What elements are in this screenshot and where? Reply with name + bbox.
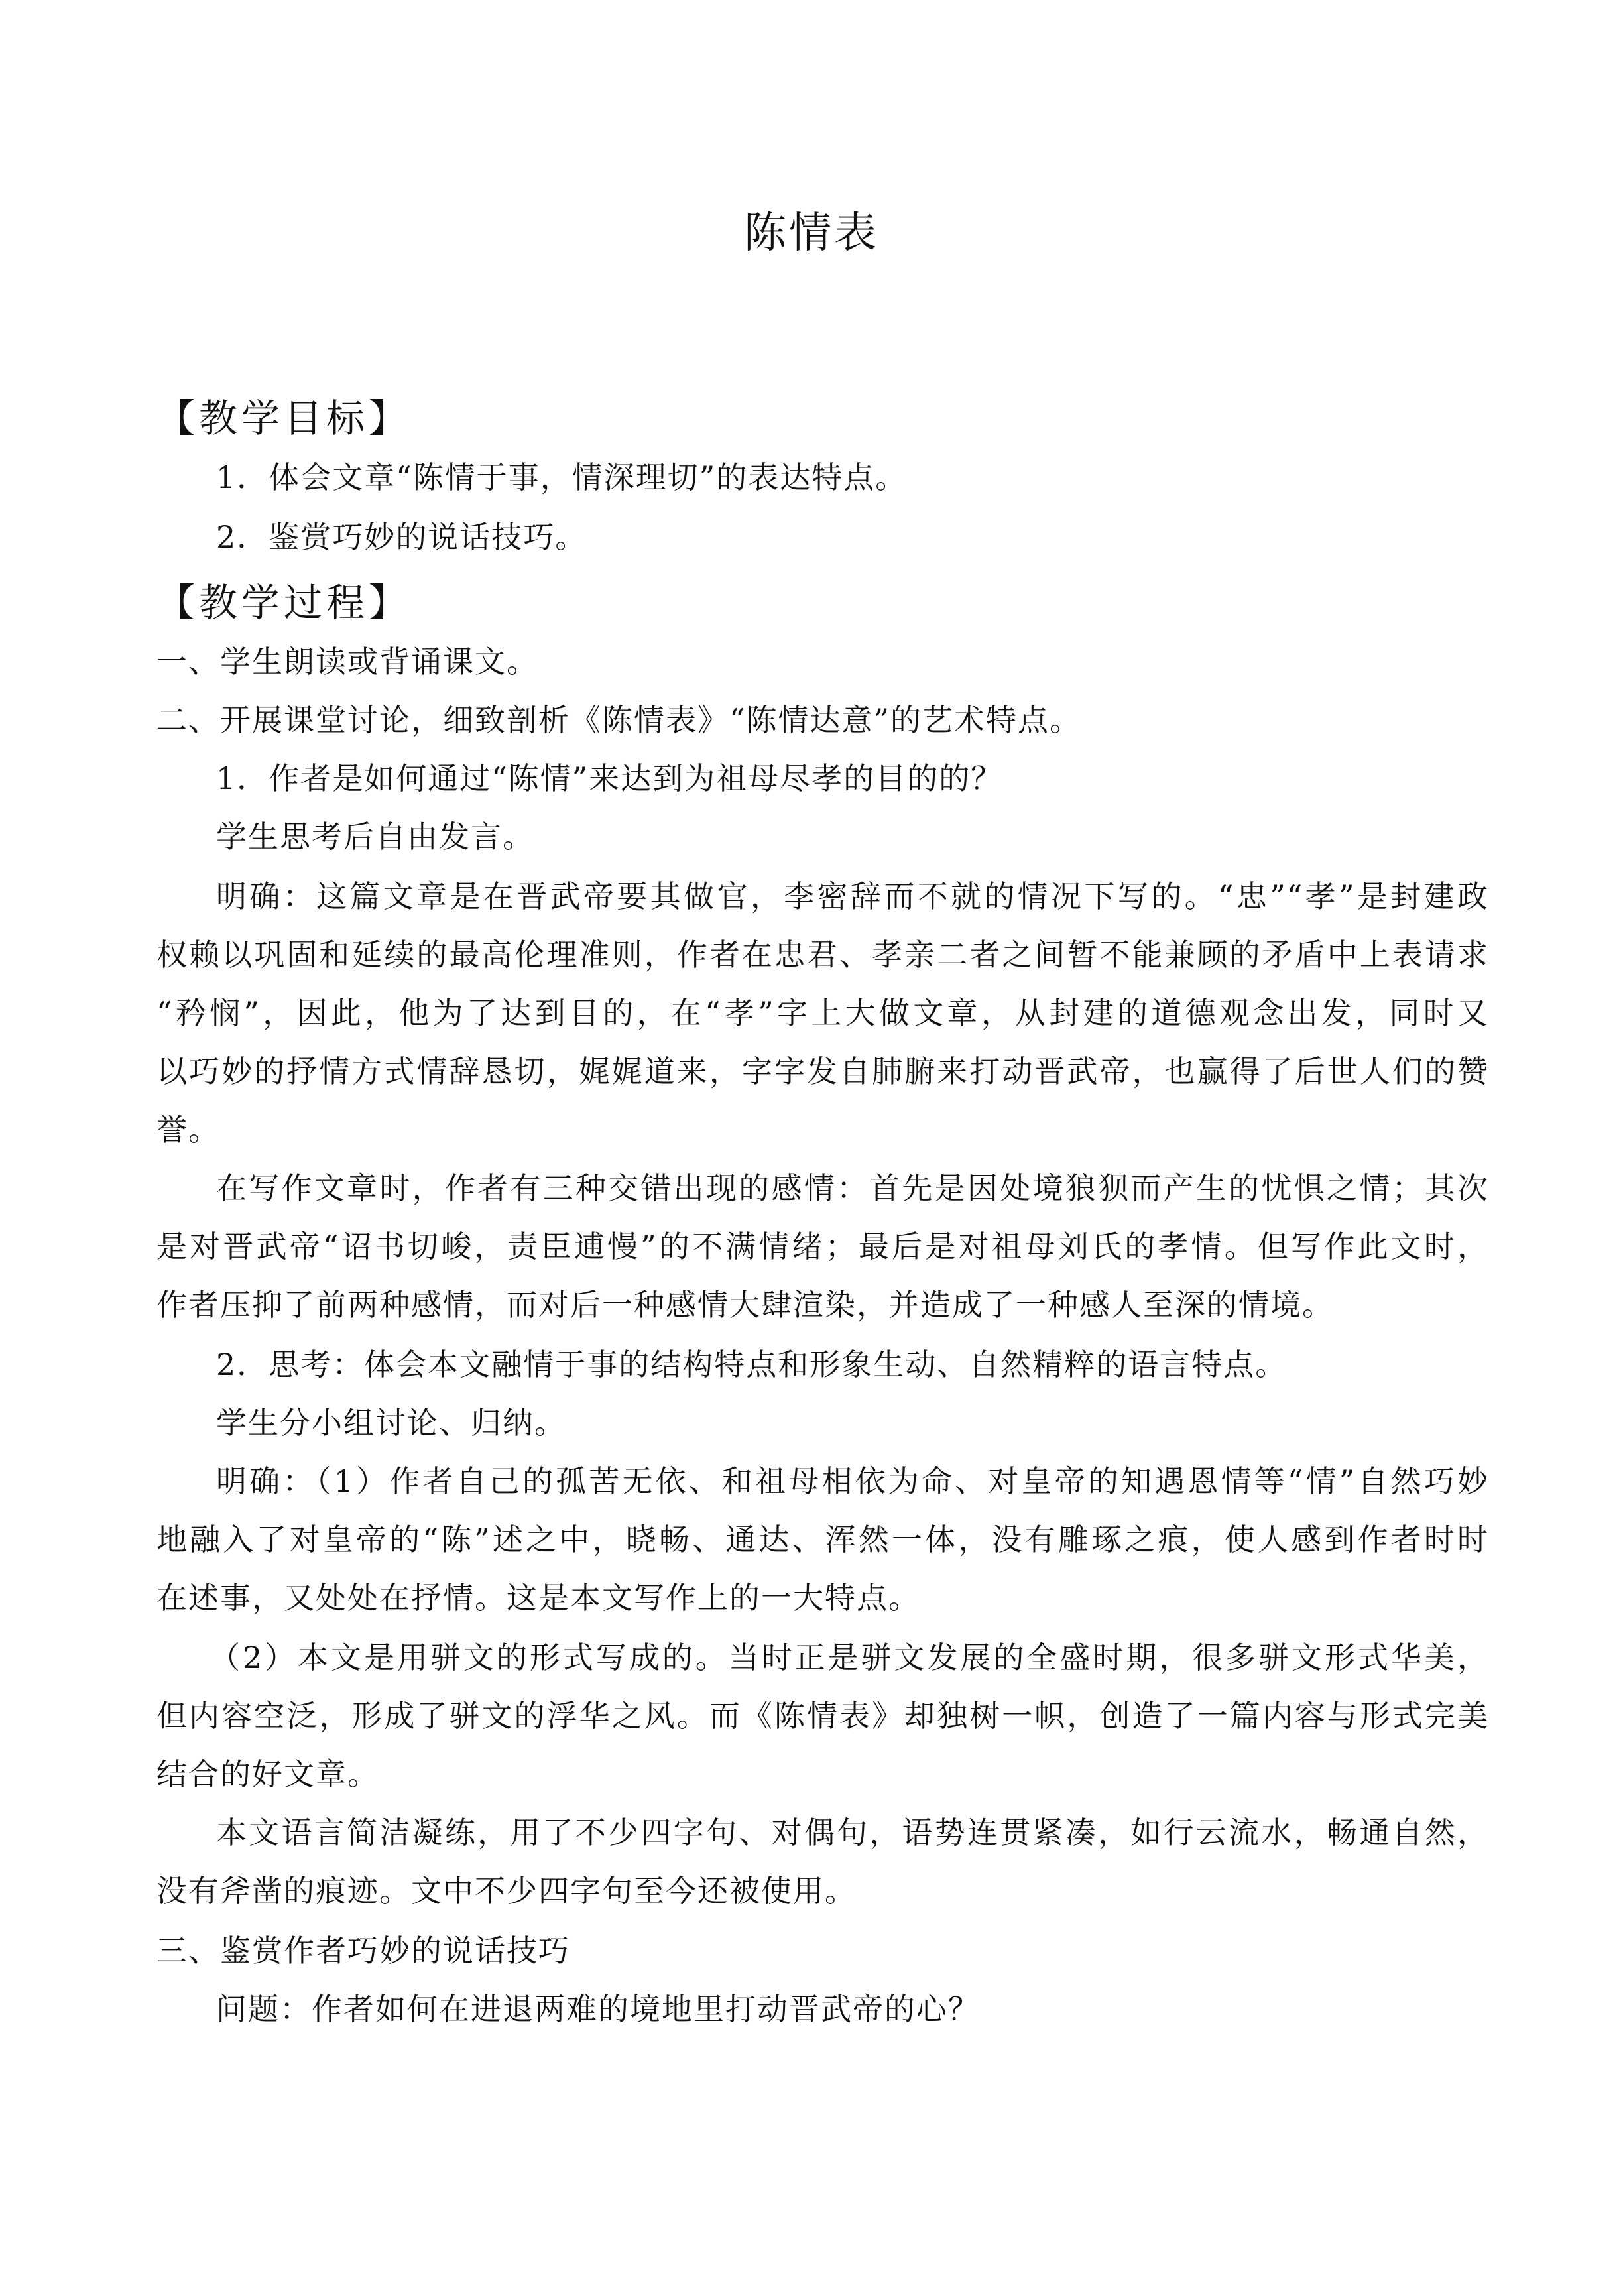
paragraph-5-line: 没有斧凿的痕迹。文中不少四字句至今还被使用。 bbox=[156, 1873, 857, 1909]
paragraph-2-line: 作者压抑了前两种感情，而对后一种感情大肆渲染，并造成了一种感人至深的情境。 bbox=[156, 1287, 1334, 1323]
paragraph-2-line: 在写作文章时，作者有三种交错出现的感情：首先是因处境狼狈而产生的忧惧之情；其次 bbox=[216, 1170, 1489, 1206]
objective-1: 1．体会文章“陈情于事，情深理切”的表达特点。 bbox=[216, 459, 908, 495]
paragraph-4-line: （2）本文是用骈文的形式写成的。当时正是骈文发展的全盛时期，很多骈文形式华美， bbox=[210, 1640, 1489, 1675]
question-2-note: 学生分小组讨论、归纳。 bbox=[216, 1405, 566, 1441]
paragraph-5-line: 本文语言简洁凝练，用了不少四字句、对偶句，语势连贯紧凑，如行云流水，畅通自然， bbox=[216, 1815, 1489, 1850]
heading-process: 【教学过程】 bbox=[156, 580, 412, 625]
paragraph-1-line: 以巧妙的抒情方式情辞恳切，娓娓道来，字字发自肺腑来打动晋武帝，也赢得了后世人们的赞 bbox=[156, 1054, 1489, 1089]
paragraph-1-line: 明确：这篇文章是在晋武帝要其做官，李密辞而不就的情况下写的。“忠”“孝”是封建政 bbox=[216, 878, 1489, 914]
section-1: 一、学生朗读或背诵课文。 bbox=[156, 644, 538, 680]
question-3: 问题：作者如何在进退两难的境地里打动晋武帝的心？ bbox=[216, 1991, 980, 2027]
question-1: 1．作者是如何通过“陈情”来达到为祖母尽孝的目的的？ bbox=[216, 760, 1003, 796]
objective-2: 2．鉴赏巧妙的说话技巧。 bbox=[216, 519, 587, 555]
paragraph-2-line: 是对晋武帝“诏书切峻，责臣逋慢”的不满情绪；最后是对祖母刘氏的孝情。但写作此文时， bbox=[156, 1229, 1489, 1264]
paragraph-3-line: 在述事，又处处在抒情。这是本文写作上的一大特点。 bbox=[156, 1580, 920, 1616]
section-2: 二、开展课堂讨论，细致剖析《陈情表》“陈情达意”的艺术特点。 bbox=[156, 702, 1082, 738]
question-1-note: 学生思考后自由发言。 bbox=[216, 819, 534, 855]
heading-objectives: 【教学目标】 bbox=[156, 396, 412, 441]
paragraph-3-line: 明确：（1）作者自己的孤苦无依、和祖母相依为命、对皇帝的知遇恩情等“情”自然巧妙 bbox=[216, 1463, 1489, 1499]
page-title: 陈情表 bbox=[744, 209, 879, 258]
paragraph-4-line: 结合的好文章。 bbox=[156, 1756, 379, 1792]
section-3: 三、鉴赏作者巧妙的说话技巧 bbox=[156, 1933, 570, 1968]
paragraph-3-line: 地融入了对皇帝的“陈”述之中，晓畅、通达、浑然一体，没有雕琢之痕，使人感到作者时时 bbox=[156, 1522, 1489, 1557]
paragraph-4-line: 但内容空泛，形成了骈文的浮华之风。而《陈情表》却独树一帜，创造了一篇内容与形式完美 bbox=[156, 1698, 1489, 1734]
paragraph-1-line: 誉。 bbox=[156, 1112, 220, 1148]
question-2: 2．思考：体会本文融情于事的结构特点和形象生动、自然精粹的语言特点。 bbox=[216, 1347, 1288, 1382]
paragraph-1-line: 权赖以巩固和延续的最高伦理准则，作者在忠君、孝亲二者之间暂不能兼顾的矛盾中上表请求 bbox=[156, 937, 1489, 973]
paragraph-1-line: “矜悯”，因此，他为了达到目的，在“孝”字上大做文章，从封建的道德观念出发，同时又 bbox=[156, 995, 1489, 1031]
